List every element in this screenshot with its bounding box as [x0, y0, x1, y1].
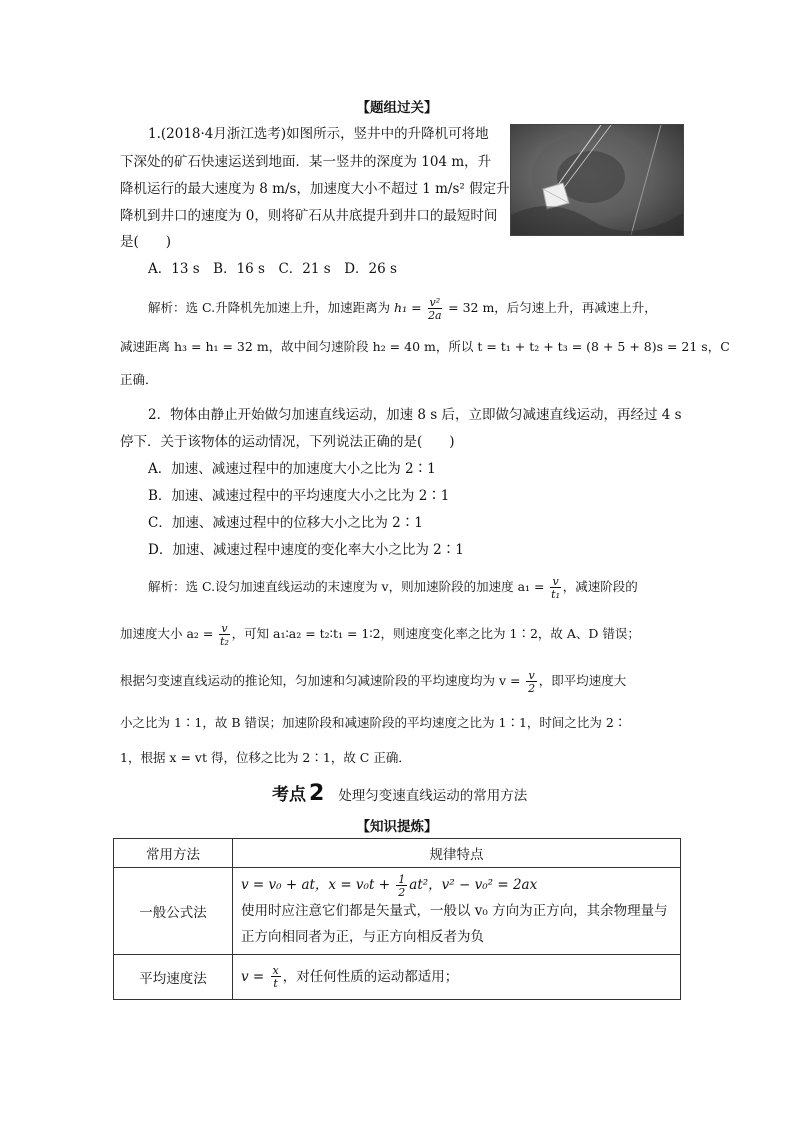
general-method-note: 使用时应注意它们都是矢量式，一般以 v₀ 方向为正方向，其余物理量与正方向相同者为正，与正方向相反者为负	[241, 903, 668, 945]
formula-average-num: x	[272, 964, 279, 978]
q1-line-1: 1.(2018·4月浙江选考)如图所示，竖井中的升降机可将地	[148, 126, 489, 142]
table-row	[114, 868, 681, 955]
q2-analysis-line-2	[120, 622, 640, 647]
kaodian-heading	[272, 780, 527, 806]
formula-average-fraction	[271, 965, 281, 989]
q1-analysis-text-c: = 32 m，后匀速上升，再减速上升，	[444, 300, 657, 315]
q2-l3-frac-den: 2	[528, 681, 536, 695]
q1-options: A．13 s B．16 s C．21 s D．26 s	[148, 261, 397, 277]
q2-analysis-l2-text-a: 加速度大小 a₂ =	[120, 626, 218, 641]
table-cell-method-1: 一般公式法	[114, 868, 233, 955]
table-header-row	[114, 839, 681, 868]
q2-line-1: 2．物体由静止开始做匀加速直线运动，加速 8 s 后，立即做匀减速直线运动，再经过 4 s	[148, 407, 682, 423]
kaodian-title: 处理匀变速直线运动的常用方法	[338, 788, 528, 804]
formula-average-a: v =	[241, 968, 269, 985]
q1-line-2: 下深处的矿石快速运送到地面．某一竖井的深度为 104 m，升	[120, 154, 492, 170]
q2-analysis-l3-text-b: ，即平均速度大	[538, 673, 627, 688]
q1-frac-den: 2a	[428, 308, 442, 322]
q2-l2-frac-den: t₂	[220, 634, 229, 648]
q1-line-4: 降机到井口的速度为 0，则将矿石从井底提升到井口的最短时间	[120, 208, 498, 224]
kaodian-label: 考点	[272, 785, 306, 805]
q2-analysis-l3-fraction	[526, 670, 536, 694]
table-cell-method-2: 平均速度法	[114, 955, 233, 1000]
methods-table	[113, 838, 681, 1000]
formula-average-den: t	[273, 977, 278, 991]
q1-analysis-line-2: 减速距离 h₃ = h₁ = 32 m，故中间匀速阶段 h₂ = 40 m，所以 t = t₁ + t₂ + t₃ = (8 + 5 + 8)s = 21 s，C	[120, 339, 730, 354]
q2-line-2: 停下．关于该物体的运动情况，下列说法正确的是( )	[120, 434, 455, 450]
q2-analysis-l1-text-b: ，减速阶段的	[562, 579, 638, 594]
q1-analysis-fraction	[428, 297, 443, 321]
q1-analysis-line-1	[148, 296, 657, 321]
q1-frac-num: v²	[429, 295, 441, 309]
q1-analysis-line-3: 正确．	[120, 372, 158, 387]
formula-general-den: 2	[398, 885, 406, 899]
table-cell-feature-2	[233, 955, 681, 1000]
formula-general-b: at²，v² − v₀² = 2ax	[409, 877, 538, 893]
q2-analysis-l1-fraction	[550, 576, 560, 600]
q2-analysis-line-3	[120, 669, 626, 694]
section-title-tizu: 【题组过关】	[356, 100, 438, 116]
q2-analysis-l1-text-a: 解析：选 C.设匀加速直线运动的末速度为 v，则加速阶段的加速度 a₁ =	[148, 579, 549, 594]
q2-l3-frac-num: v	[528, 668, 535, 682]
formula-general-a: v = v₀ + at，x = v₀t +	[241, 877, 395, 893]
q2-option-a: A．加速、减速过程中的加速度大小之比为 2∶1	[148, 461, 436, 477]
q2-analysis-l2-text-b: ，可知 a₁∶a₂ = t₂∶t₁ = 1∶2，则速度变化率之比为 1∶2，故 A、D 错误；	[231, 626, 640, 641]
q2-analysis-line-5: 1，根据 x = vt 得，位移之比为 2∶1，故 C 正确．	[120, 750, 411, 765]
q2-analysis-line-1	[148, 575, 638, 600]
q2-option-c: C．加速、减速过程中的位移大小之比为 2∶1	[148, 515, 423, 531]
q1-line-3: 降机运行的最大速度为 8 m/s，加速度大小不超过 1 m/s² 假定升	[120, 181, 510, 197]
q2-l1-frac-den: t₁	[551, 587, 560, 601]
formula-general	[241, 872, 672, 898]
table-cell-feature-1	[233, 868, 681, 955]
q2-l1-frac-num: v	[552, 574, 559, 588]
q1-analysis-h1: h₁ =	[394, 300, 426, 315]
q2-analysis-l2-fraction	[219, 623, 229, 647]
table-header-method: 常用方法	[114, 839, 233, 868]
mine-shaft-photo	[510, 124, 684, 236]
q1-line-5: 是( )	[120, 234, 172, 250]
formula-average-b: ，对任何性质的运动都适用；	[282, 968, 459, 985]
formula-general-num: 1	[398, 872, 406, 886]
q2-l2-frac-num: v	[221, 621, 228, 635]
q2-option-d: D．加速、减速过程中速度的变化率大小之比为 2∶1	[148, 542, 464, 558]
formula-general-fraction	[396, 874, 407, 898]
kaodian-number: 2	[309, 781, 325, 806]
table-row	[114, 955, 681, 1000]
q2-option-b: B．加速、减速过程中的平均速度大小之比为 2∶1	[148, 488, 450, 504]
q1-analysis-text-a: 解析：选 C.升降机先加速上升，加速距离为	[148, 300, 395, 315]
section-title-zhishi: 【知识提炼】	[356, 819, 438, 835]
q2-analysis-l3-text-a: 根据匀变速直线运动的推论知，匀加速和匀减速阶段的平均速度均为 v =	[120, 673, 525, 688]
table-header-feature: 规律特点	[233, 839, 681, 868]
q2-analysis-line-4: 小之比为 1∶1，故 B 错误；加速阶段和减速阶段的平均速度之比为 1∶1，时间之比为 2∶	[120, 715, 627, 730]
